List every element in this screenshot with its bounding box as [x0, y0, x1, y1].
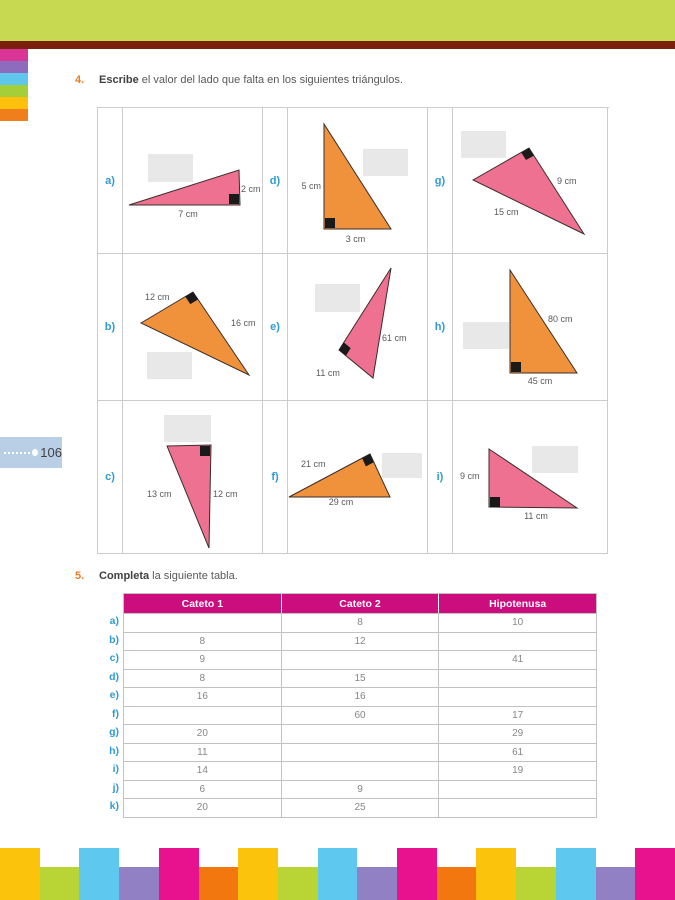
cell-cateto1: 6: [199, 783, 206, 795]
cell-hipotenusa: 61: [438, 744, 596, 762]
bar: [556, 848, 596, 900]
side-label: 16 cm: [231, 318, 256, 328]
cell-cateto2: 9: [281, 781, 439, 799]
row-label: a): [109, 615, 119, 628]
answer-box[interactable]: [164, 415, 211, 442]
cell-cateto2[interactable]: [281, 762, 439, 780]
cell-hipotenusa[interactable]: [438, 633, 596, 651]
answer-box[interactable]: [363, 149, 408, 176]
right-angle-icon: [490, 497, 500, 507]
side-label: 7 cm: [178, 209, 198, 219]
bar: [119, 867, 159, 900]
cell-hipotenusa: 41: [438, 651, 596, 669]
bar: [318, 848, 358, 900]
exercise4-number: 4.: [75, 74, 85, 86]
header-hipotenusa: Hipotenusa: [438, 594, 596, 613]
triangle-cell-h: [453, 254, 608, 401]
cell-hipotenusa[interactable]: [438, 688, 596, 706]
cell-label-h: h): [428, 254, 453, 401]
pythagoras-table: [123, 593, 597, 818]
cell-hipotenusa[interactable]: [438, 781, 596, 799]
side-label: 2 cm: [241, 184, 261, 194]
answer-box[interactable]: [532, 446, 578, 473]
side-tab-orange: [0, 109, 28, 121]
row-label: g): [109, 726, 119, 739]
page-number-badge: [0, 437, 62, 468]
triangle-cell-c: [123, 401, 263, 554]
table-row-labels: [95, 612, 119, 816]
exercise4-instruction: el valor del lado que falta en los siguientes triángulos.: [138, 74, 403, 86]
table-row: [124, 687, 596, 706]
cell-label-e: e): [263, 254, 288, 401]
triangle-a: [123, 108, 263, 254]
bar: [596, 867, 636, 900]
answer-box[interactable]: [315, 284, 360, 312]
cell-cateto1[interactable]: [124, 707, 281, 725]
side-tab-green: [0, 85, 28, 97]
cell-cateto1: 20: [196, 802, 208, 814]
cell-cateto1: 9: [199, 654, 206, 666]
cell-cateto2[interactable]: [281, 725, 439, 743]
cell-label-f: f): [263, 401, 288, 554]
bar: [516, 867, 556, 900]
badge-dot-icon: [32, 449, 38, 456]
side-tab-blue: [0, 73, 28, 85]
cell-cateto2: 15: [281, 670, 439, 688]
cell-hipotenusa: 29: [438, 725, 596, 743]
side-tab-purple: [0, 61, 28, 73]
row-label: i): [112, 763, 119, 776]
bar: [199, 867, 239, 900]
side-tab-yellow: [0, 97, 28, 109]
answer-box[interactable]: [461, 131, 506, 158]
exercise4-instruction-bold: Escribe: [99, 74, 139, 86]
bar: [437, 867, 477, 900]
cell-cateto1: 20: [196, 728, 208, 740]
triangle-cell-g: [453, 108, 608, 254]
header-cateto1: Cateto 1: [181, 597, 224, 610]
side-label: 61 cm: [382, 333, 407, 343]
table-row: [124, 632, 596, 651]
table-row: [124, 650, 596, 669]
table-row: [124, 743, 596, 762]
exercise5-instruction-bold: Completa: [99, 570, 150, 582]
exercise5-heading: [75, 570, 238, 582]
exercise5-number: 5.: [75, 570, 85, 582]
triangle-cell-d: [288, 108, 428, 254]
bar: [79, 848, 119, 900]
side-label: 9 cm: [460, 471, 480, 481]
badge-dotted-line: [4, 452, 30, 454]
bottom-color-bars: [0, 848, 675, 900]
cell-cateto2: 25: [281, 799, 439, 817]
bar: [397, 848, 437, 900]
cell-cateto1: 8: [199, 672, 206, 684]
cell-cateto1[interactable]: [124, 614, 281, 632]
right-angle-icon: [511, 362, 521, 372]
table-row: [124, 724, 596, 743]
triangle-cell-b: [123, 254, 263, 401]
top-green-band: [0, 0, 675, 41]
bar: [238, 848, 278, 900]
row-label: f): [112, 707, 119, 720]
side-label: 12 cm: [145, 292, 170, 302]
side-label: 11 cm: [524, 511, 548, 521]
bar: [357, 867, 397, 900]
row-label: k): [109, 800, 119, 813]
right-angle-icon: [325, 218, 335, 228]
cell-hipotenusa[interactable]: [438, 799, 596, 817]
side-label: 15 cm: [494, 207, 519, 217]
bar: [476, 848, 516, 900]
cell-label-b: b): [98, 254, 123, 401]
cell-cateto2: 8: [281, 614, 439, 632]
exercise5-instruction: la siguiente tabla.: [149, 570, 238, 582]
table-row: [124, 780, 596, 799]
row-label: d): [109, 670, 119, 683]
bar: [278, 867, 318, 900]
cell-cateto2: 60: [281, 707, 439, 725]
bar: [0, 848, 40, 900]
row-label: c): [109, 652, 119, 665]
cell-label-g: g): [428, 108, 453, 254]
triangle-grid: [97, 107, 609, 554]
answer-box[interactable]: [382, 453, 422, 478]
cell-cateto2: 16: [281, 688, 439, 706]
table-row: [124, 613, 596, 632]
exercise4-heading: [75, 74, 403, 86]
side-label: 12 cm: [213, 489, 238, 499]
side-label: 45 cm: [527, 376, 553, 386]
bar: [635, 848, 675, 900]
triangle-cell-f: [288, 401, 428, 554]
triangle-g: [453, 108, 608, 254]
bar: [40, 867, 80, 900]
top-maroon-stripe: [0, 41, 675, 49]
cell-cateto2: 12: [281, 633, 439, 651]
bar: [159, 848, 199, 900]
answer-box[interactable]: [147, 352, 192, 379]
triangle-cell-i: [453, 401, 608, 554]
answer-box[interactable]: [148, 154, 193, 182]
table-row: [124, 761, 596, 780]
right-angle-icon: [200, 446, 210, 456]
cell-hipotenusa: 10: [438, 614, 596, 632]
cell-label-c: c): [98, 401, 123, 554]
cell-cateto1: 8: [199, 635, 206, 647]
side-label: 3 cm: [345, 234, 366, 244]
cell-cateto2[interactable]: [281, 744, 439, 762]
answer-box[interactable]: [463, 322, 509, 349]
row-label: b): [109, 633, 119, 646]
cell-label-i: i): [428, 401, 453, 554]
cell-label-a: a): [98, 108, 123, 254]
side-label: 80 cm: [548, 314, 573, 324]
row-label: j): [112, 781, 119, 794]
cell-cateto2[interactable]: [281, 651, 439, 669]
side-label: 5 cm: [301, 181, 321, 191]
table-row: [124, 706, 596, 725]
side-tab-magenta: [0, 49, 28, 61]
cell-hipotenusa[interactable]: [438, 670, 596, 688]
triangle-e: [288, 254, 428, 401]
header-cateto2: Cateto 2: [281, 594, 439, 613]
table-row: [124, 798, 596, 817]
triangle-cell-a: [123, 108, 263, 254]
cell-hipotenusa: 19: [438, 762, 596, 780]
table-row: [124, 669, 596, 688]
right-angle-icon: [229, 194, 239, 204]
triangle-cell-e: [288, 254, 428, 401]
side-label: 13 cm: [147, 489, 172, 499]
cell-cateto1: 16: [196, 691, 208, 703]
page-number: 106: [40, 445, 62, 460]
row-label: h): [109, 744, 119, 757]
cell-cateto1: 11: [197, 746, 208, 758]
row-label: e): [109, 689, 119, 702]
side-label: 29 cm: [328, 497, 354, 507]
side-label: 21 cm: [301, 459, 326, 469]
side-label: 9 cm: [557, 176, 577, 186]
table-header-row: [124, 594, 596, 613]
cell-cateto1: 14: [196, 765, 208, 777]
side-label: 11 cm: [316, 368, 340, 378]
cell-hipotenusa: 17: [438, 707, 596, 725]
cell-label-d: d): [263, 108, 288, 254]
